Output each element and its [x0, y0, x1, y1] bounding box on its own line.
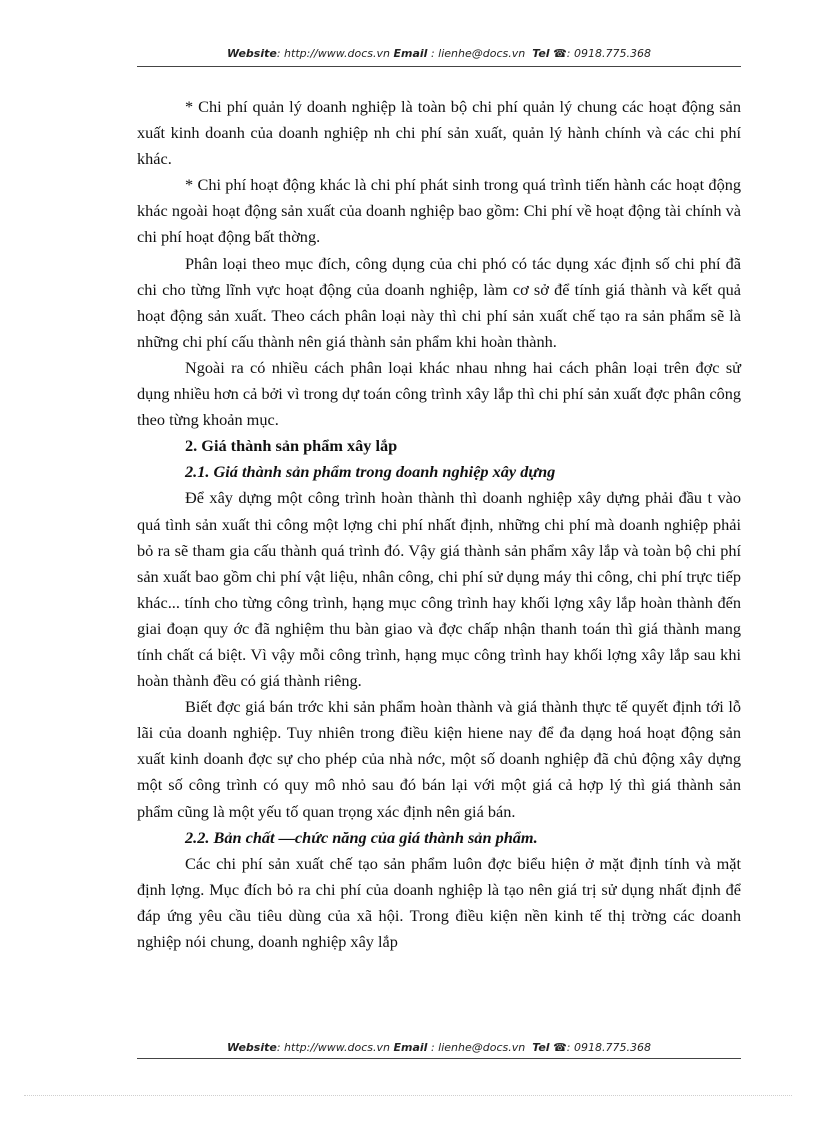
footer-website-value: : http://www.docs.vn	[276, 1041, 391, 1054]
section-heading-2: 2. Giá thành sản phẩm xây lắp	[185, 436, 398, 456]
header-website-label: Website	[227, 47, 277, 60]
phone-icon: ☎	[553, 47, 567, 60]
page-footer	[137, 1041, 741, 1054]
header-tel-label: Tel	[532, 47, 550, 60]
page-boundary-divider	[24, 1095, 792, 1096]
header-email-label: Email	[393, 47, 428, 60]
header-rule	[137, 66, 741, 67]
footer-tel-label: Tel	[532, 1041, 550, 1054]
header-tel-value: : 0918.775.368	[566, 47, 651, 60]
document-body	[137, 94, 741, 955]
subsection-heading-2-1: 2.1. Giá thành sản phẩm trong doanh nghiệp xây dựng	[185, 462, 556, 482]
footer-rule	[137, 1058, 741, 1059]
footer-email-value: : lienhe@docs.vn	[430, 1041, 526, 1054]
footer-email-label: Email	[393, 1041, 428, 1054]
footer-website-label: Website	[227, 1041, 277, 1054]
page-header	[137, 47, 741, 60]
paragraph-classification-purpose: Phân loại theo mục đích, công dụng của chi phó có tác dụng xác định số chi phí đã chi cho từng lĩnh vực hoạt động của doanh nghiệp, làm cơ sở để tính giá thành và kết quả hoạt động sản xuất. Theo cách phân loại này thì chi phí sản xuất chế tạo ra sản phẩm sẽ là những chi phí cấu thành nên giá thành sản phẩm khi hoàn thành.	[137, 253, 741, 351]
paragraph-selling-price: Biết đợc giá bán trớc khi sản phẩm hoàn thành và giá thành thực tế quyết định tới lỗ lãi của doanh nghiệp. Tuy nhiên trong điều kiện hiene nay để đa dạng hoá hoạt động sản xuất kinh doanh đợc sự cho phép của nhà nớc, một số doanh nghiệp đã chủ động xây dựng một số công trình có quy mô nhỏ sau đó bán lại với một giá cả hợp lý thì giá thành sản phẩm cũng là một yếu tố quan trọng xác định nên giá bán.	[137, 697, 741, 821]
paragraph-cost-nature: Các chi phí sản xuất chế tạo sản phẩm luôn đợc biểu hiện ở mặt định tính và mặt định lợng. Mục đích bỏ ra chi phí của doanh nghiệp là tạo nên giá trị sử dụng nhất định để đáp ứng yêu cầu tiêu dùng của xã hội. Trong điều kiện nền kinh tế thị trờng các doanh nghiệp nói chung, doanh nghiệp xây lắp	[137, 853, 741, 951]
paragraph-cost-definition: Để xây dựng một công trình hoàn thành thì doanh nghiệp xây dựng phải đầu t vào quá tình sản xuất thi công một lợng chi phí nhất định, những chi phí mà doanh nghiệp phải bỏ ra sẽ tham gia cấu thành quá trình đó. Vậy giá thành sản phẩm xây lắp và toàn bộ chi phí sản xuất bao gồm chi phí vật liệu, nhân công, chi phí sử dụng máy thi công, chi phí trực tiếp khác... tính cho từng công trình, hạng mục công trình hay khối lợng xây lắp hoàn thành đến giai đoạn quy ớc đã nghiệm thu bàn giao và đợc chấp nhận thanh toán thì giá thành mang tính chất cá biệt. Vì vậy mỗi công trình, hạng mục công trình hay khối lợng xây lắp sau khi hoàn thành đều có giá thành riêng.	[137, 488, 741, 691]
paragraph-management-cost: * Chi phí quản lý doanh nghiệp là toàn bộ chi phí quản lý chung các hoạt động sản xuất kinh doanh của doanh nghiệp nh chi phí sản xuất, quản lý hành chính và các chi phí khác.	[137, 97, 741, 169]
subsection-heading-2-2: 2.2. Bản chất —chức năng của giá thành sản phẩm.	[185, 827, 538, 847]
phone-icon: ☎	[553, 1041, 567, 1054]
footer-tel-value: : 0918.775.368	[566, 1041, 651, 1054]
header-website-value: : http://www.docs.vn	[276, 47, 391, 60]
paragraph-other-cost: * Chi phí hoạt động khác là chi phí phát sinh trong quá trình tiến hành các hoạt động khác ngoài hoạt động sản xuất của doanh nghiệp bao gồm: Chi phí về hoạt động tài chính và chi phí hoạt động bất thờng.	[137, 175, 741, 247]
paragraph-other-classifications: Ngoài ra có nhiều cách phân loại khác nhau nhng hai cách phân loại trên đợc sử dụng nhiều hơn cả bởi vì trong dự toán công trình xây lắp thì chi phí sản xuất đợc phân công theo từng khoản mục.	[137, 357, 741, 430]
header-email-value: : lienhe@docs.vn	[430, 47, 526, 60]
